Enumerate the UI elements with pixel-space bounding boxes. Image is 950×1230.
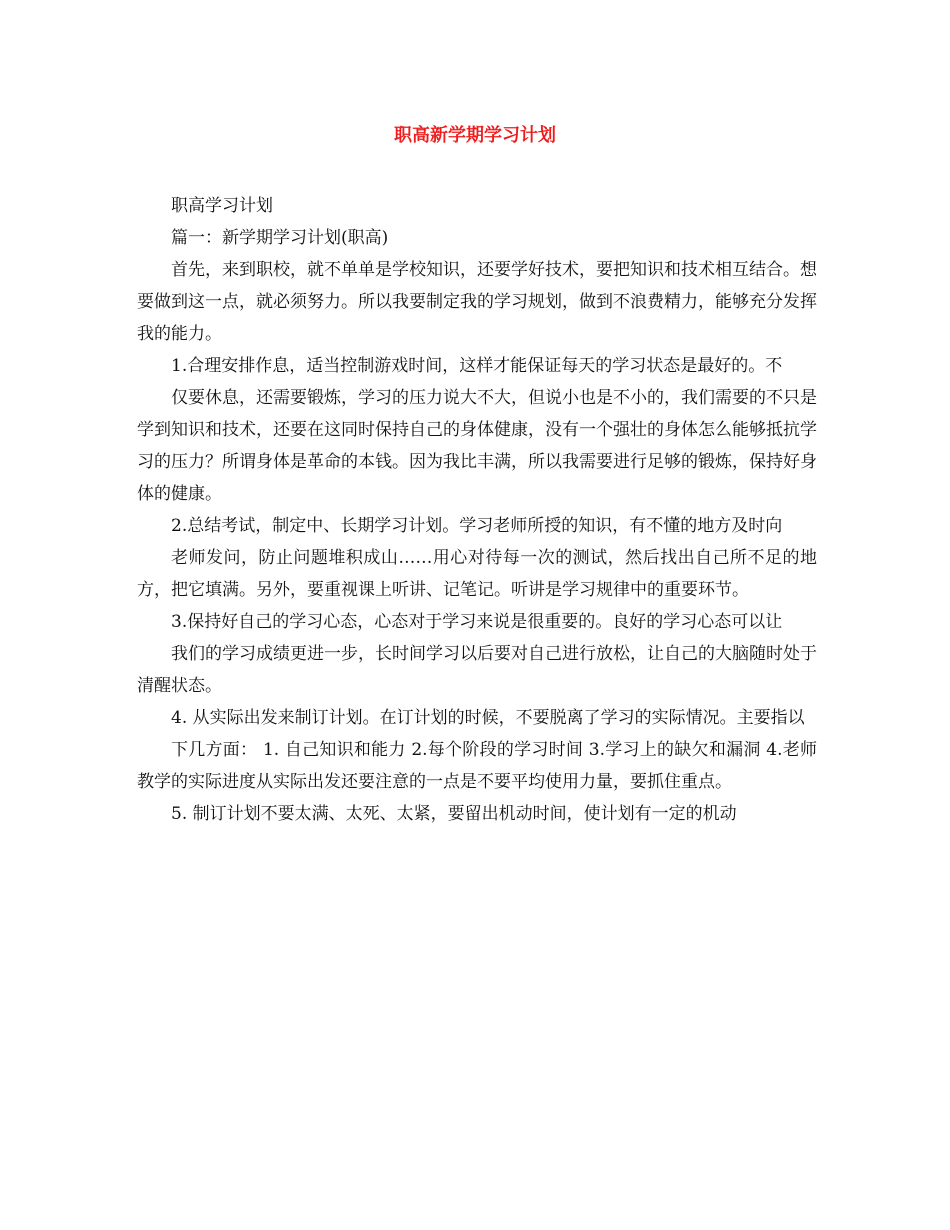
body-paragraph: 1.合理安排作息，适当控制游戏时间，这样才能保证每天的学习状态是最好的。不: [171, 356, 783, 376]
body-paragraph: 老师发问，防止问题堆积成山……用心对待每一次的测试，然后找出自己所不足的地方，把它填满。另外，要重视课上听讲、记笔记。听讲是学习规律中的重要环节。: [137, 548, 817, 600]
body-paragraph: 我们的学习成绩更进一步，长时间学习以后要对自己进行放松，让自己的大脑随时处于清醒状态。: [137, 644, 817, 696]
body-paragraph: 4. 从实际出发来制订计划。在订计划的时候，不要脱离了学习的实际情况。主要指以: [171, 708, 805, 728]
body-paragraph: 篇一：新学期学习计划(职高): [171, 228, 389, 248]
body-paragraph: 仅要休息，还需要锻炼，学习的压力说大不大，但说小也是不小的，我们需要的不只是学到知识和技术，还要在这同时保持自己的身体健康，没有一个强壮的身体怎么能够抵抗学习的压力？所谓身体是革命的本钱。因为我比丰满，所以我需要进行足够的锻炼，保持好身体的健康。: [137, 388, 817, 504]
body-paragraph: 首先，来到职校，就不单单是学校知识，还要学好技术，要把知识和技术相互结合。想要做到这一点，就必须努力。所以我要制定我的学习规划，做到不浪费精力，能够充分发挥我的能力。: [137, 260, 817, 344]
body-paragraph: 5. 制订计划不要太满、太死、太紧，要留出机动时间，使计划有一定的机动: [171, 804, 737, 824]
body-paragraph: 职高学习计划: [171, 196, 273, 216]
body-paragraph: 2.总结考试，制定中、长期学习计划。学习老师所授的知识，有不懂的地方及时向: [171, 516, 783, 536]
document-title: 职高新学期学习计划: [394, 125, 556, 146]
body-paragraph: 下几方面： 1. 自己知识和能力 2.每个阶段的学习时间 3.学习上的缺欠和漏洞 4.老师教学的实际进度从实际出发还要注意的一点是不要平均使用力量，要抓住重点。: [137, 740, 817, 792]
body-paragraph: 3.保持好自己的学习心态，心态对于学习来说是很重要的。良好的学习心态可以让: [171, 612, 783, 632]
document-body: [137, 190, 817, 830]
